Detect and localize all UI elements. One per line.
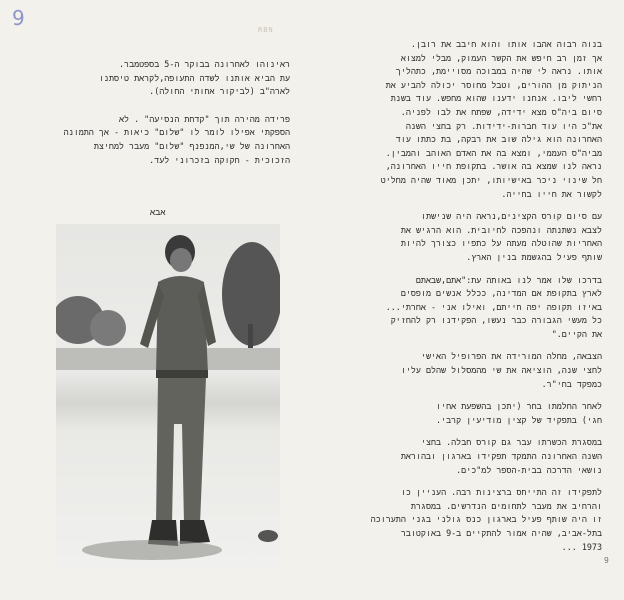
- text-line: נושאי הדרכה בבית-הספר למ"כים.: [456, 464, 602, 475]
- right-paragraph: [340, 210, 602, 264]
- legs: [156, 378, 206, 524]
- text-line: באיזו תקופה יפה חייתם, ואילו אני - אחרתי...: [385, 301, 602, 312]
- text-line: לאחר החלמתו בחר (יתכן בהשפעת אחיו: [436, 401, 602, 412]
- text-line: לארץ בתקופת אם המדינה, ככלל אנשים מופסים: [400, 288, 602, 299]
- text-line: חל שינוי ניכר באישיותו, יתכן מאוד שהיה מחליט: [380, 174, 602, 185]
- right-paragraph: [340, 350, 602, 391]
- faint-stamp: RBN: [258, 26, 274, 34]
- text-line: 1973 ...: [561, 541, 602, 552]
- text-line: זו היה שותף פעיל בארגון כנס גולני בגני התערוכה: [370, 514, 602, 525]
- text-line: הזכוכית - חקוקה בזכרוני לעד.: [149, 154, 290, 165]
- photo-caption: אבא: [150, 208, 166, 218]
- text-line: כמפקד בחי"ר.: [541, 378, 602, 389]
- text-line: לחצי שנה, הוציאה את שי מהמסלול שהלם עליו: [400, 365, 602, 376]
- right-paragraph: [340, 400, 602, 427]
- page-number-mark: 9: [12, 6, 25, 30]
- text-line: אך זמן רב חיפש את הקשר העמוק, מבלי למצוא: [400, 52, 602, 63]
- text-line: הניתוק מן ההורים, וטבל מחוסר יכולה להביע את: [385, 79, 602, 90]
- text-line: סיום ביה"ס מצא ידידה, שפתח את לבו לפניה.: [400, 106, 602, 117]
- belt: [156, 370, 208, 378]
- text-line: לארה"ב (לביקור אחותי החולה).: [149, 86, 290, 97]
- left-paragraph: [42, 58, 290, 99]
- text-line: את הקיים.": [551, 328, 602, 339]
- text-line: האחריות שהוטלה מעתה על כתפיו כצורך להיות: [400, 238, 602, 249]
- text-line: הספקתי אפילו לומר לו "שלום" כיאות - אך התמונה: [63, 127, 290, 138]
- soldier-photo-image: [56, 224, 280, 568]
- text-line: במסגרת הכשרתו עבר גם קורס חבלה. בחצי: [420, 437, 602, 448]
- ground-patch: [258, 530, 278, 542]
- left-text-column: [42, 58, 290, 181]
- right-paragraph: [340, 486, 602, 554]
- text-line: שותף פעיל בהגשמת בנין הארץ.: [466, 251, 602, 262]
- text-line: כל מעשי הגבורה כבר נעשו, הפקידנו רק להחזיק: [390, 315, 602, 326]
- text-line: האחרונה הוא גילה שוב את רבקה, בת כתתו עוד: [395, 134, 602, 145]
- text-line: פרידה מהירה תוך "קדחת הנסיעה" . לא: [118, 113, 290, 124]
- text-line: בדרכו שלו אמר לנו באותה עת:"אתם,שבאתם: [415, 274, 602, 285]
- text-line: והרחיב את מעבר לתחומים הנדרשים. במסגרת: [410, 500, 602, 511]
- text-line: בתל-אביב, שהיה אמור להתקיים ב-9 באוקטובר: [400, 528, 602, 538]
- text-line: נראה לנו שמצא בה אושר. בתקופת חייו האחרונה,: [385, 161, 602, 172]
- text-line: את"כ היו עוד חברות-ידידות. רק בחצי השנה: [405, 120, 602, 131]
- text-line: האחרונה של שי,המנפנף "שלום" מעבר למחיצת: [93, 140, 290, 151]
- text-line: רחשי ליבו. אנחנו ידענו שהוא מחפש. עוד בשנת: [390, 93, 602, 104]
- text-line: מביה"ס העממי, ומצא בה את האדם האוהב והמבין.: [385, 147, 602, 158]
- bush-left-2: [90, 310, 126, 346]
- ground-shadow: [82, 540, 222, 560]
- text-line: לצבא נשתנתה ונהפכה לחיובית. הוא הרגיש את: [400, 224, 602, 235]
- left-paragraph: [42, 113, 290, 167]
- torso: [156, 276, 208, 374]
- text-line: הצבאה, מחלה המורידה את הפרופיל האישי: [420, 351, 602, 362]
- right-text-column: [340, 38, 602, 563]
- text-line: לתפקידו זה התייחס ברצינות רבה. העניין כו: [400, 487, 602, 498]
- text-line: ראינוהו לאחרונה בבוקר ה-5 בספטמבר.: [119, 59, 290, 69]
- right-paragraph: [340, 38, 602, 201]
- text-line: לקשור את חייו בחייה.: [501, 188, 602, 199]
- text-line: עם סיום קורס הקצינים,נראה היה שנישתו: [420, 211, 602, 222]
- page-number: 9: [604, 556, 609, 565]
- soldier-photo: [56, 224, 280, 568]
- soldier-figure: [140, 235, 216, 546]
- text-line: השנה האחרונה התמקד תפקידו בארגון ובהוראת: [400, 451, 602, 462]
- text-line: אותו. נראה לי שהיה במבוכה מסויימת, כתהליך: [395, 66, 602, 77]
- text-line: בנוה רבוה אהבו אותו והוא חיבב את רובן.: [410, 39, 602, 49]
- right-paragraph: [340, 274, 602, 342]
- text-line: חגי) בתפקיד של קצין מודיעין קרבי.: [436, 414, 602, 425]
- right-paragraph: [340, 436, 602, 477]
- text-line: עת הביא אותנו לשדה התעופה,לקראת טיסתנו: [98, 72, 290, 83]
